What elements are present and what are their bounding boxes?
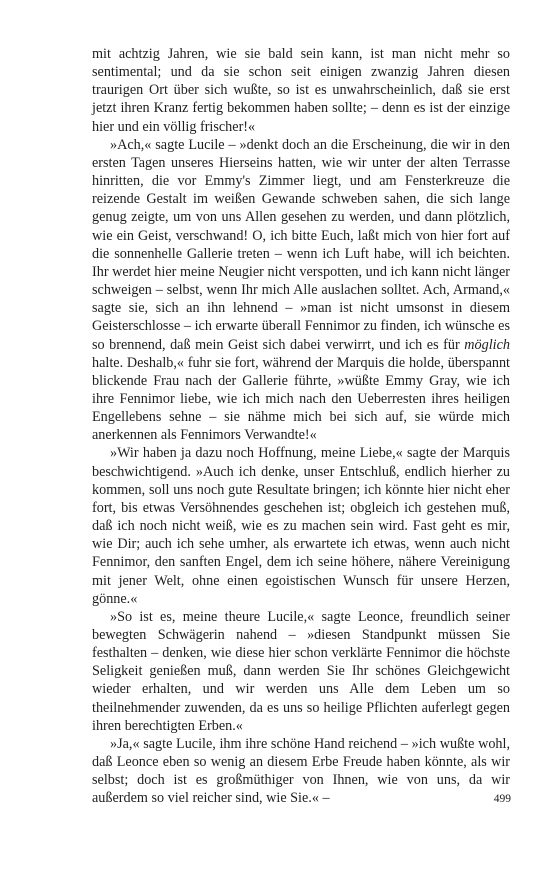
paragraph-1: mit achtzig Jahren, wie sie bald sein kann, ist man nicht mehr so sentimental; und da sie schon seit einigen zwanzig Jahren diesen traurigen Ort über sich wußte, so ist es unwahrscheinlich, daß sie erst jetzt ihren Kranz fertig bekommen haben sollte; – denn es ist der einzige hier und ein völlig frischer!«: [92, 46, 510, 135]
book-page-text: [92, 45, 510, 808]
paragraph-5: »Ja,« sagte Lucile, ihm ihre schöne Hand reichend – »ich wußte wohl, daß Leonce eben so wenig an diesem Erbe Freude haben könnte, als wir selbst; doch ist es großmüthiger von Ihnen, wie von uns, da wir außerdem so viel reicher sind, wie Sie.« –: [92, 735, 510, 807]
paragraph-4: »So ist es, meine theure Lucile,« sagte Leonce, freundlich seiner bewegten Schwägerin nahend – »diesen Standpunkt müssen Sie festhalten – denken, wie diese hier schon verklärte Fennimor die höchste Seligkeit genießen muß, dann werden Sie Ihr schönes Gleichgewicht wieder erhalten, und wir werden uns Alle dem Leben um so theilnehmender zuwenden, da es uns so heilige Pflichten auferlegt gegen ihren berechtigten Erben.«: [92, 608, 510, 734]
paragraph-3: »Wir haben ja dazu noch Hoffnung, meine Liebe,« sagte der Marquis beschwichtigend. »Auch ich denke, unser Entschluß, endlich hierher zu kommen, soll uns noch gute Resultate bringen; ich könnte hier nicht eher fort, bis etwas Versöhnendes geschehen ist; obgleich ich gestehen muß, daß ich noch nicht weiß, wie es zu machen sein wird. Fast geht es mir, wie Dir; auch ich sehe umher, als erwartete ich etwas, wenn auch nicht Fennimor, den sanften Engel, dem ich seine höhere, nähere Vereinigung mit jener Welt, ohne einen egoistischen Wunsch für unsere Herzen, gönne.«: [92, 445, 510, 607]
page-number: 499: [493, 793, 511, 805]
emphasis-moeglich: möglich: [464, 336, 510, 353]
paragraph-2: [92, 136, 510, 445]
paragraph-2-part-2: halte. Deshalb,« fuhr sie fort, während der Marquis die holde, überspannt blickende Frau nach der Gallerie führte, »wüßte Emmy Gray, wie ich ihre Fennimor liebe, wie ich mich nach den Ueberresten ihres heiligen Engellebens sehne – sie nähme mich bei sich auf, sie würde mich anerkennen als Fennimors Verwandte!«: [92, 354, 510, 444]
paragraph-2-part-1: »Ach,« sagte Lucile – »denkt doch an die Erscheinung, die wir in den ersten Tagen unseres Hierseins hatten, wie wir unter der alten Terrasse hinritten, die vor Emmy's Zimmer liegt, und am Fensterkreuze die reizende Gestalt im weißen Gewande schweben sahen, die sich lange genug zeigte, um von uns Allen gesehen zu werden, und dann plötzlich, wie ein Geist, verschwand! O, ich bitte Euch, laßt mich von hier fort auf die sonnenhelle Gallerie treten – wenn ich Luft habe, will ich beichten. Ihr werdet hier meine Neugier nicht verspotten, und ich kann nicht länger schweigen – selbst, wenn Ihr mich Alle auslachen solltet. Ach, Armand,« sagte sie, sich an ihn lehnend – »man ist nicht umsonst in diesem Geisterschlosse – ich erwarte überall Fennimor zu finden, ich wünsche es so brennend, daß mein Geist sich dabei verwirrt, und ich es für: [92, 136, 510, 353]
